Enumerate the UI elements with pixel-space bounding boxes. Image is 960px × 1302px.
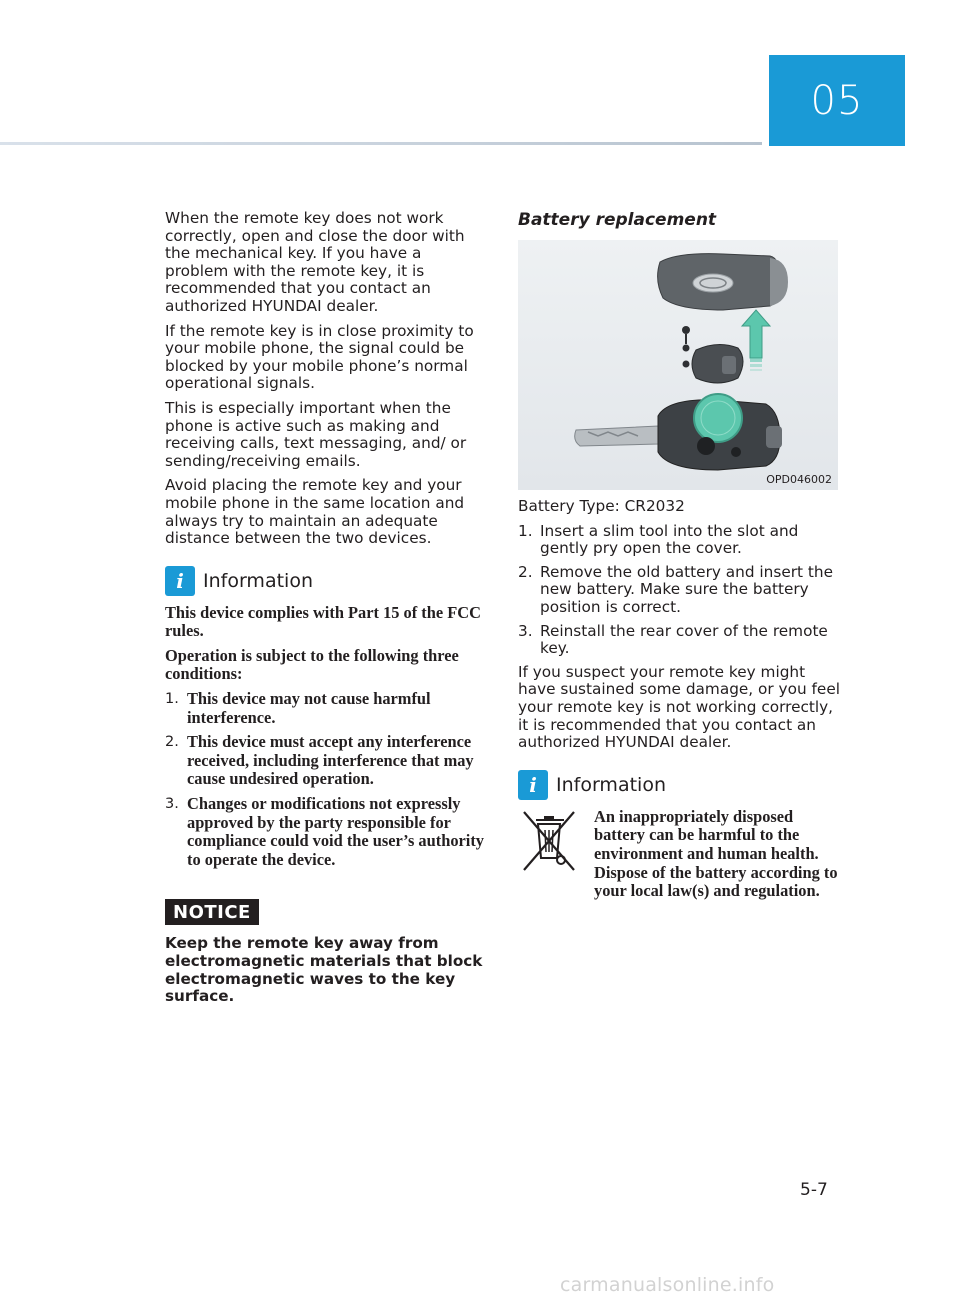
information-title: Information: [556, 773, 666, 796]
key-top-end: [770, 258, 788, 306]
screw: [683, 345, 690, 352]
fcc-conditions-list: [165, 690, 485, 869]
list-text: Changes or modifications not expressly approved by the party responsible for compliance could void the user’s authority to operate the device.: [187, 794, 484, 869]
battery-type: Battery Type: CR2032: [518, 497, 685, 515]
left-column: [165, 210, 485, 1006]
list-number: 2.: [518, 562, 533, 581]
list-text: Reinstall the rear cover of the remote key.: [540, 621, 828, 658]
paragraph: If you suspect your remote key might have sustained some damage, or you feel your remote key is not working correctly, it is recommended that you contact an authorized HYUNDAI dealer.: [518, 662, 840, 752]
list-text: This device must accept any interference received, including interference that may cause undesired operation.: [187, 732, 474, 789]
list-text: Insert a slim tool into the slot and gently pry open the cover.: [540, 521, 799, 558]
screw: [683, 361, 690, 368]
list-text: This device may not cause harmful interference.: [187, 689, 431, 727]
paragraph: This is especially important when the phone is active such as making and receiving calls, text messaging, and/ or sending/receiving emails.: [165, 398, 467, 470]
notice-badge: NOTICE: [165, 899, 259, 925]
watermark: carmanualsonline.info: [560, 1274, 775, 1296]
information-header: [518, 770, 843, 800]
section-title: Battery replacement: [518, 210, 717, 230]
paragraph: Avoid placing the remote key and your mobile phone in the same location and always try to maintain an adequate distance between the two devices.: [165, 476, 465, 548]
list-text: Remove the old battery and insert the new battery. Make sure the battery position is correct.: [540, 562, 834, 616]
list-number: 1.: [165, 691, 179, 708]
list-item: [518, 523, 843, 558]
list-item: [165, 795, 485, 869]
list-number: 3.: [165, 796, 179, 813]
brand-emblem: [693, 274, 733, 292]
list-item: [165, 733, 485, 789]
list-item: [518, 623, 843, 658]
info-paragraph: Operation is subject to the following three conditions:: [165, 645, 459, 684]
info-icon: i: [518, 770, 548, 800]
up-arrow-icon: [742, 310, 770, 371]
battery-replacement-figure: [518, 240, 838, 490]
screw: [682, 326, 690, 334]
right-column: [518, 210, 843, 901]
list-number: 1.: [518, 521, 533, 540]
information-title: Information: [203, 569, 313, 592]
notice-text: Keep the remote key away from electromagnetic materials that block electromagnetic waves to the key surface.: [165, 934, 483, 1006]
remote-key-illustration: [518, 240, 838, 490]
list-item: [518, 564, 843, 617]
battery-disposal-text: An inappropriately disposed battery can be harmful to the environment and human health. Dispose of the battery according to your local law(s) and regulation.: [594, 806, 838, 901]
list-item: [165, 690, 485, 727]
info-paragraph: This device complies with Part 15 of the FCC rules.: [165, 602, 481, 641]
info-icon: i: [165, 566, 195, 596]
paragraph: When the remote key does not work correctly, open and close the door with the mechanical key. If you have a problem with the remote key, it is recommended that you contact an authorized HYUNDAI dealer.: [165, 209, 465, 315]
page-number: 5-7: [800, 1180, 828, 1200]
recycle-notice: [518, 808, 843, 901]
figure-code: OPD046002: [766, 473, 832, 486]
list-number: 2.: [165, 734, 179, 751]
list-number: 3.: [518, 621, 533, 640]
header-rule: [0, 142, 762, 145]
crossed-out-wheelie-bin-icon: [520, 808, 578, 874]
chapter-tab: 05: [769, 55, 905, 146]
paragraph: If the remote key is in close proximity to your mobile phone, the signal could be blocked by your mobile phone’s normal operational signals.: [165, 321, 474, 393]
replacement-steps: [518, 523, 843, 658]
information-header: [165, 566, 485, 596]
